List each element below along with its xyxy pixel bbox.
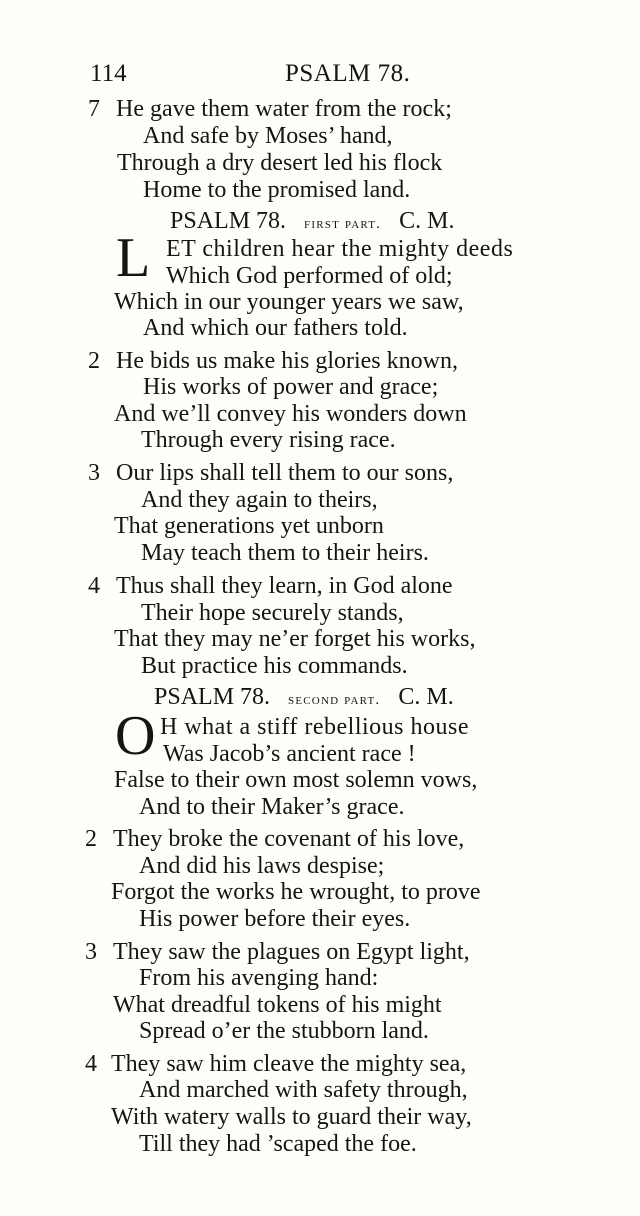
verse-line: With watery walls to guard their way, xyxy=(111,1104,472,1130)
running-head xyxy=(90,56,540,92)
verse-line: And we’ll convey his wonders down xyxy=(114,401,467,427)
verse-line: Through a dry desert led his flock xyxy=(117,150,443,176)
verse-line: May teach them to their heirs. xyxy=(141,540,429,566)
drop-initial: L xyxy=(116,227,151,289)
verse-line: And which our fathers told. xyxy=(143,315,408,341)
heading-psalm: PSALM 78. xyxy=(170,208,287,234)
verse-line: That generations yet unborn xyxy=(114,513,384,539)
verse-line: Through every rising race. xyxy=(141,427,396,453)
verse-line: What dreadful tokens of his might xyxy=(113,992,442,1018)
verse-line: Was Jacob’s ancient race ! xyxy=(163,741,416,767)
verse-line: His works of power and grace; xyxy=(143,374,439,400)
section-heading-first-part xyxy=(170,208,455,234)
verse-line: He gave them water from the rock; xyxy=(116,96,452,122)
verse-line: Forgot the works he wrought, to prove xyxy=(111,879,481,905)
heading-part: second part. xyxy=(288,692,381,708)
verse-line: Which God performed of old; xyxy=(166,263,453,289)
verse-line: Which in our younger years we saw, xyxy=(114,289,464,315)
stanza-number: 2 xyxy=(85,826,97,852)
verse-line: They saw the plagues on Egypt light, xyxy=(113,939,470,965)
running-title: PSALM 78. xyxy=(285,60,411,87)
verse-line: And safe by Moses’ hand, xyxy=(143,123,393,149)
verse-line: And marched with safety through, xyxy=(139,1077,468,1103)
verse-line: Till they had ’scaped the foe. xyxy=(139,1131,417,1157)
heading-meter: C. M. xyxy=(399,208,455,234)
verse-line: But practice his commands. xyxy=(141,653,408,679)
verse-line: ET children hear the mighty deeds xyxy=(166,236,514,262)
verse-line: Our lips shall tell them to our sons, xyxy=(116,460,454,486)
verse-line: From his avenging hand: xyxy=(139,965,379,991)
heading-psalm: PSALM 78. xyxy=(154,684,271,710)
verse-line: That they may ne’er forget his works, xyxy=(114,626,476,652)
verse-line: And did his laws despise; xyxy=(139,853,385,879)
verse-line: And they again to theirs, xyxy=(141,487,378,513)
verse-line: He bids us make his glories known, xyxy=(116,348,458,374)
heading-part: first part. xyxy=(304,216,382,232)
drop-initial: O xyxy=(115,705,156,767)
verse-line: H what a stiff rebellious house xyxy=(160,714,469,740)
verse-line: Spread o’er the stubborn land. xyxy=(139,1018,429,1044)
stanza-number: 4 xyxy=(85,1051,97,1077)
verse-line: False to their own most solemn vows, xyxy=(114,767,478,793)
stanza-number: 2 xyxy=(88,348,100,374)
stanza-number: 3 xyxy=(85,939,97,965)
stanza-number: 4 xyxy=(88,573,100,599)
verse-line: And to their Maker’s grace. xyxy=(139,794,405,820)
stanza-number: 7 xyxy=(88,96,100,122)
verse-line: Their hope securely stands, xyxy=(141,600,404,626)
verse-line: They saw him cleave the mighty sea, xyxy=(111,1051,467,1077)
section-heading-second-part xyxy=(154,684,454,710)
stanza-number: 3 xyxy=(88,460,100,486)
verse-line: They broke the covenant of his love, xyxy=(113,826,465,852)
page-number: 114 xyxy=(90,60,127,87)
verse-line: Home to the promised land. xyxy=(143,177,411,203)
heading-meter: C. M. xyxy=(398,684,454,710)
verse-line: Thus shall they learn, in God alone xyxy=(116,573,453,599)
verse-line: His power before their eyes. xyxy=(139,906,411,932)
